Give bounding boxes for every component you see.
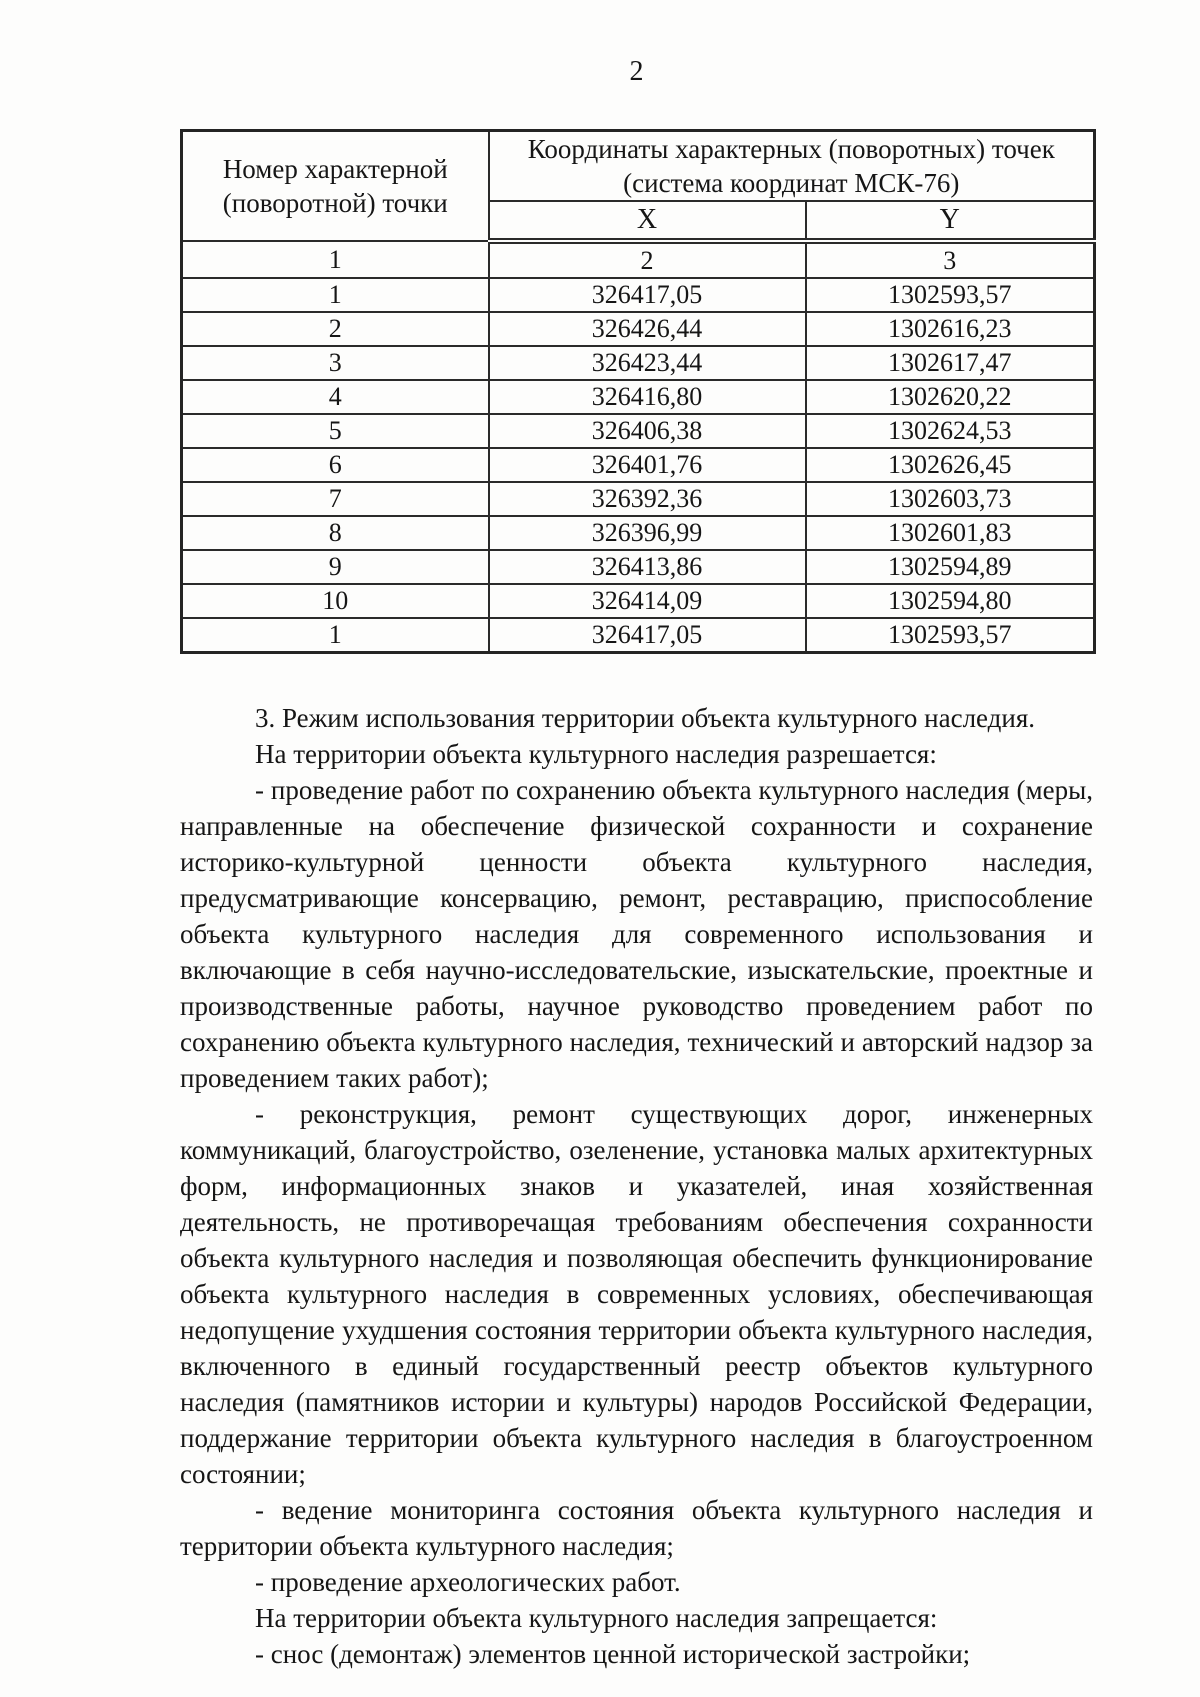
paragraph-prohibited-item-1: - снос (демонтаж) элементов ценной исторической застройки; (255, 1639, 971, 1669)
cell-x: 326406,38 (489, 414, 806, 448)
paragraph-prohibited-intro: На территории объекта культурного наследия запрещается: (255, 1603, 938, 1633)
table-column-index-row (182, 241, 1095, 278)
cell-x: 326401,76 (489, 448, 806, 482)
cell-y: 1302603,73 (806, 482, 1095, 516)
paragraph-section-heading: 3. Режим использования территории объекта культурного наследия. (255, 703, 1036, 733)
cell-x: 326417,05 (489, 618, 806, 653)
cell-y: 1302624,53 (806, 414, 1095, 448)
table-row (182, 278, 1095, 312)
table-row (182, 516, 1095, 550)
column-index-1: 1 (182, 241, 489, 278)
table-header-row (182, 131, 1095, 202)
table-row (182, 346, 1095, 380)
table-row (182, 414, 1095, 448)
cell-y: 1302620,22 (806, 380, 1095, 414)
cell-point-number: 9 (182, 550, 489, 584)
coordinates-table (180, 129, 1096, 654)
table-header-coordinates-line1: Координаты характерных (поворотных) точек (527, 134, 1055, 164)
cell-x: 326416,80 (489, 380, 806, 414)
table-header-x: X (489, 201, 806, 241)
cell-x: 326417,05 (489, 278, 806, 312)
table-row (182, 482, 1095, 516)
cell-x: 326396,99 (489, 516, 806, 550)
table-row (182, 618, 1095, 653)
cell-point-number: 4 (182, 380, 489, 414)
cell-y: 1302593,57 (806, 278, 1095, 312)
cell-y: 1302626,45 (806, 448, 1095, 482)
cell-y: 1302601,83 (806, 516, 1095, 550)
cell-x: 326413,86 (489, 550, 806, 584)
cell-y: 1302594,80 (806, 584, 1095, 618)
cell-point-number: 10 (182, 584, 489, 618)
paragraph-permitted-item-3: - ведение мониторинга состояния объекта культурного наследия и территории объекта культурного наследия; (180, 1495, 1093, 1561)
cell-point-number: 1 (182, 618, 489, 653)
paragraph-permitted-item-2: - реконструкция, ремонт существующих дорог, инженерных коммуникаций, благоустройство, озеленение, установка малых архитектурных форм, информационных знаков и указателей, иная хозяйственная деятельность, не противоречащая требованиям обеспечения сохранности объекта культурного наследия и позволяющая обеспечить функционирование объекта культурного наследия в современных условиях, обеспечивающая недопущение ухудшения состояния территории объекта культурного наследия, включенного в единый государственный реестр объектов культурного наследия (памятников истории и культуры) народов Российской Федерации, поддержание территории объекта культурного наследия в благоустроенном состоянии; (180, 1099, 1093, 1489)
cell-y: 1302593,57 (806, 618, 1095, 653)
column-index-3: 3 (806, 241, 1095, 278)
cell-y: 1302594,89 (806, 550, 1095, 584)
cell-point-number: 6 (182, 448, 489, 482)
cell-point-number: 5 (182, 414, 489, 448)
cell-x: 326414,09 (489, 584, 806, 618)
cell-point-number: 1 (182, 278, 489, 312)
cell-y: 1302616,23 (806, 312, 1095, 346)
page-number: 2 (629, 56, 644, 87)
table-header-coordinates-line2: (система координат МСК-76) (623, 168, 960, 198)
body-text (180, 700, 1093, 1672)
paragraph-permitted-intro: На территории объекта культурного наследия разрешается: (255, 739, 937, 769)
cell-x: 326392,36 (489, 482, 806, 516)
cell-point-number: 3 (182, 346, 489, 380)
table-row (182, 448, 1095, 482)
table-row (182, 312, 1095, 346)
column-index-2: 2 (489, 241, 806, 278)
cell-point-number: 8 (182, 516, 489, 550)
page-content (180, 0, 1093, 1672)
table-row (182, 550, 1095, 584)
table-row (182, 584, 1095, 618)
table-header-coordinates (489, 131, 1095, 202)
paragraph-permitted-item-4: - проведение археологических работ. (255, 1567, 681, 1597)
cell-x: 326426,44 (489, 312, 806, 346)
table-row (182, 380, 1095, 414)
cell-point-number: 7 (182, 482, 489, 516)
paragraph-permitted-item-1: - проведение работ по сохранению объекта культурного наследия (меры, направленные на обеспечение физической сохранности и сохранение историко-культурной ценности объекта культурного наследия, предусматривающие консервацию, ремонт, реставрацию, приспособление объекта культурного наследия для современного использования и включающие в себя научно-исследовательские, изыскательские, проектные и производственные работы, научное руководство проведением работ по сохранению объекта культурного наследия, технический и авторский надзор за проведением таких работ); (180, 775, 1093, 1093)
cell-x: 326423,44 (489, 346, 806, 380)
table-header-point-number: Номер характерной (поворотной) точки (182, 131, 489, 242)
table-header-y: Y (806, 201, 1095, 241)
cell-point-number: 2 (182, 312, 489, 346)
cell-y: 1302617,47 (806, 346, 1095, 380)
